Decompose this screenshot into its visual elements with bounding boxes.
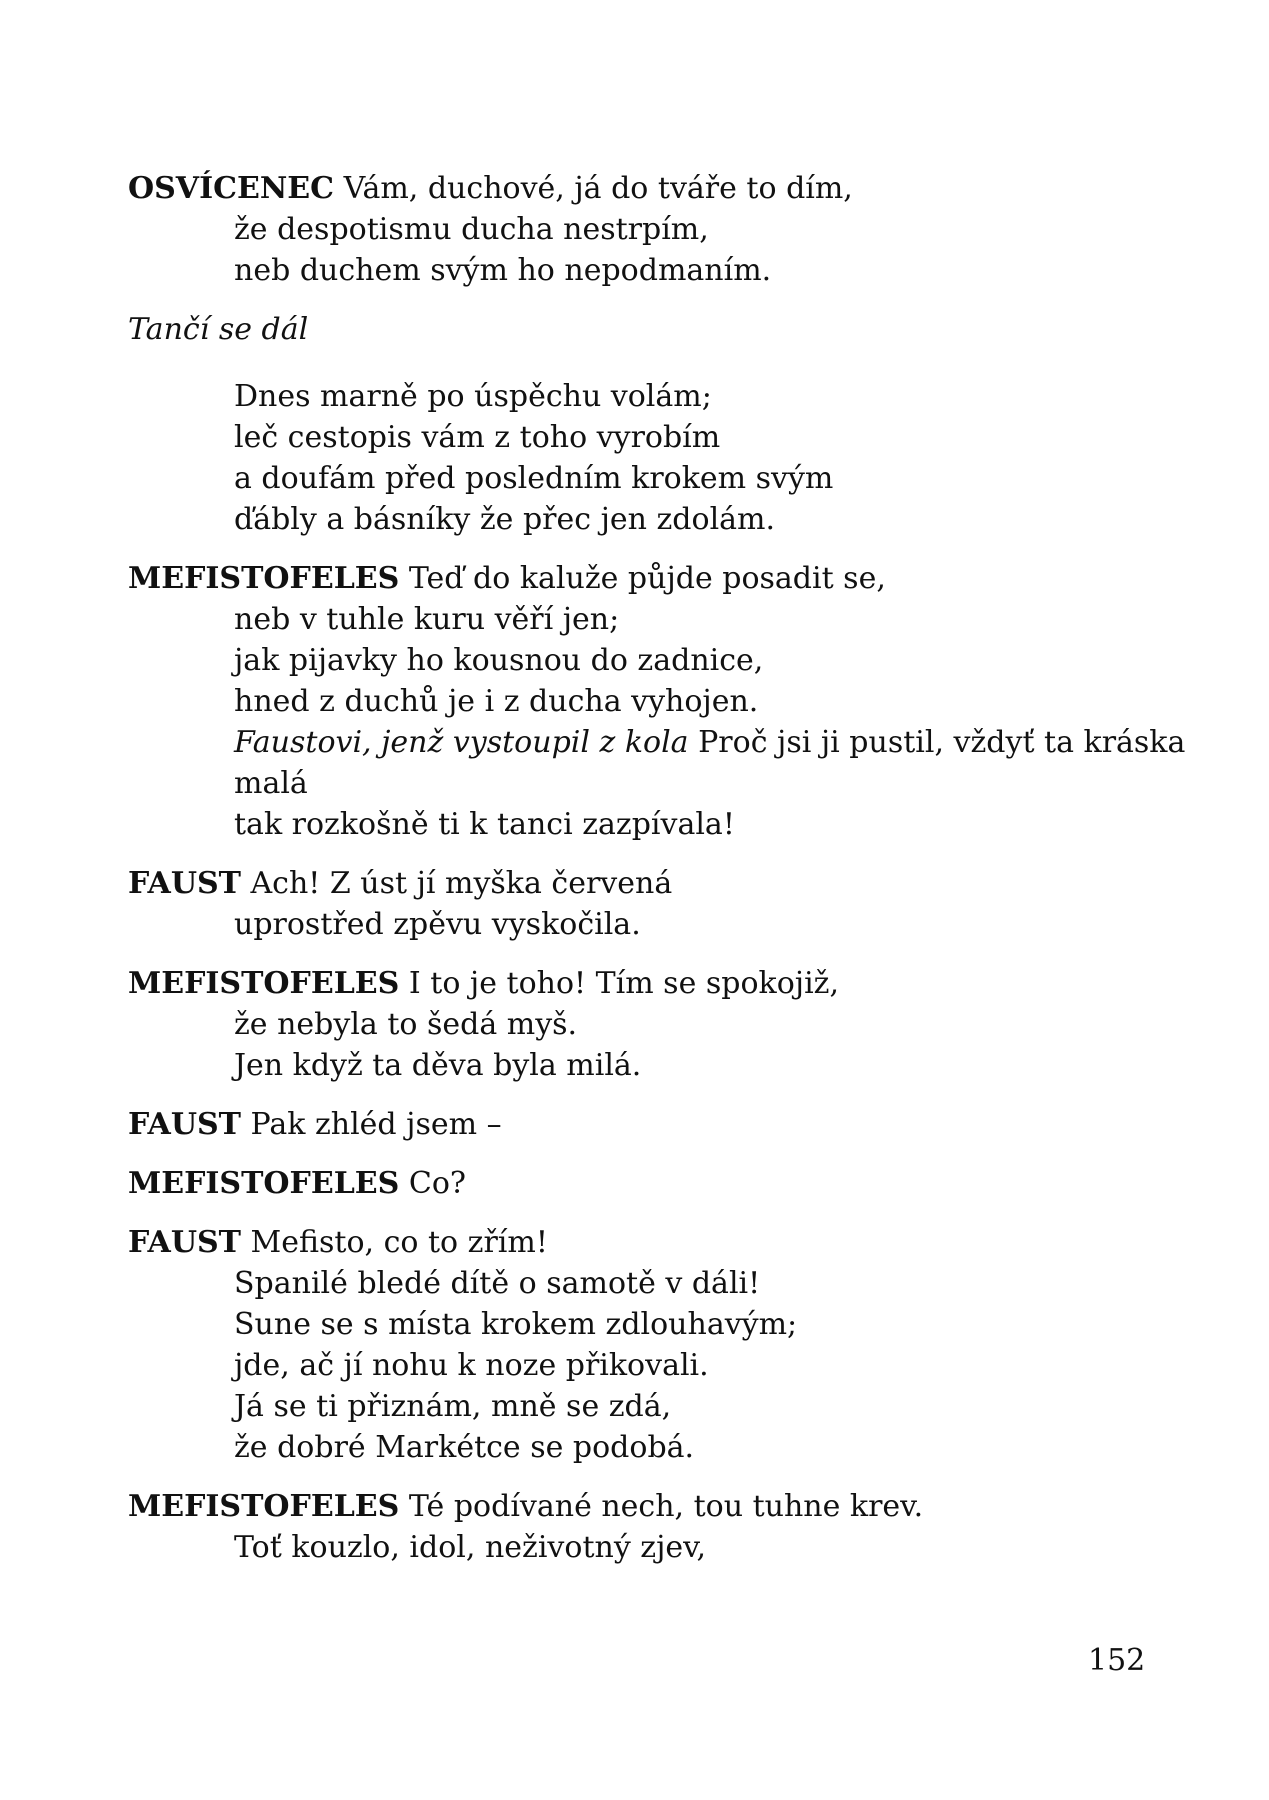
dialogue-block-faust (128, 1222, 1138, 1468)
verse-line: neb duchem svým ho nepodmaním. (234, 253, 772, 288)
stage-direction: Faustovi, jenž vystoupil z kola (234, 725, 689, 760)
dialogue-line (128, 1222, 1138, 1263)
dialogue-line (128, 1486, 1138, 1527)
verse-line: a doufám před posledním krokem svým (234, 461, 834, 496)
verse-line: ďábly a básníky že přec jen zdolám. (234, 502, 776, 537)
stage-direction-block (128, 309, 1138, 350)
stage-direction: Tančí se dál (128, 312, 309, 347)
speaker-name: MEFISTOFELES (128, 561, 400, 596)
verse-line: neb v tuhle kuru věří jen; (234, 602, 620, 637)
dialogue-line (128, 168, 1138, 209)
page-number: 152 (1088, 1643, 1146, 1678)
dialogue-block-mefistofeles (128, 1163, 1138, 1204)
verse-line: hned z duchů je i z ducha vyhojen. (234, 684, 759, 719)
speaker-name: MEFISTOFELES (128, 966, 400, 1001)
book-page-text (128, 168, 1186, 1586)
speaker-name: MEFISTOFELES (128, 1489, 400, 1524)
verse-line: Co? (408, 1166, 466, 1201)
verse-line: Toť kouzlo, idol, neživotný zjev, (234, 1530, 707, 1565)
dialogue-block-osvicenec (128, 168, 1138, 291)
verse-line: že nebyla to šedá myš. (234, 1007, 578, 1042)
dialogue-line (128, 558, 1138, 599)
verse-line: Spanilé bledé dítě o samotě v dáli! (234, 1266, 761, 1301)
verse-line: Pak zhléd jsem – (250, 1107, 502, 1142)
verse-line: Proč jsi ji pustil, vždyť ta kráska (698, 725, 1186, 760)
verse-line: Ach! Z úst jí myška červená (250, 866, 673, 901)
dialogue-block-mefistofeles (128, 558, 1186, 845)
verse-line: že despotismu ducha nestrpím, (234, 212, 709, 247)
verse-line-with-stage-direction (128, 722, 1186, 763)
dialogue-line (128, 1104, 1138, 1145)
verse-line: I to je toho! Tím se spokojiž, (408, 966, 840, 1001)
dialogue-line (128, 1163, 1138, 1204)
verse-line: Já se ti přiznám, mně se zdá, (234, 1389, 672, 1424)
verse-line: uprostřed zpěvu vyskočila. (234, 907, 641, 942)
speaker-name: OSVÍCENEC (128, 171, 335, 206)
verse-line: Mefisto, co to zřím! (250, 1225, 548, 1260)
speaker-name: FAUST (128, 1107, 241, 1142)
verse-line-continuation: malá (234, 766, 308, 801)
dialogue-block-faust (128, 1104, 1138, 1145)
verse-line: že dobré Markétce se podobá. (234, 1430, 695, 1465)
dialogue-block-faust (128, 863, 1138, 945)
verse-line: Vám, duchové, já do tváře to dím, (343, 171, 853, 206)
verse-line: Teď do kaluže půjde posadit se, (408, 561, 886, 596)
speaker-name: MEFISTOFELES (128, 1166, 400, 1201)
speaker-name: FAUST (128, 1225, 241, 1260)
verse-line: Jen když ta děva byla milá. (234, 1048, 642, 1083)
speaker-name: FAUST (128, 866, 241, 901)
verse-line: Sune se s místa krokem zdlouhavým; (234, 1307, 798, 1342)
verse-line: jde, ač jí nohu k noze přikovali. (234, 1348, 709, 1383)
verse-line: jak pijavky ho kousnou do zadnice, (234, 643, 764, 678)
verse-line: leč cestopis vám z toho vyrobím (234, 420, 721, 455)
verse-line: Dnes marně po úspěchu volám; (234, 379, 712, 414)
dialogue-line (128, 963, 1138, 1004)
verse-line: tak rozkošně ti k tanci zazpívala! (234, 807, 735, 842)
verse-line: Té podívané nech, tou tuhne krev. (408, 1489, 924, 1524)
dialogue-block-mefistofeles (128, 963, 1138, 1086)
dialogue-line (128, 863, 1138, 904)
dialogue-block-mefistofeles (128, 1486, 1138, 1568)
verse-block (128, 376, 1138, 540)
